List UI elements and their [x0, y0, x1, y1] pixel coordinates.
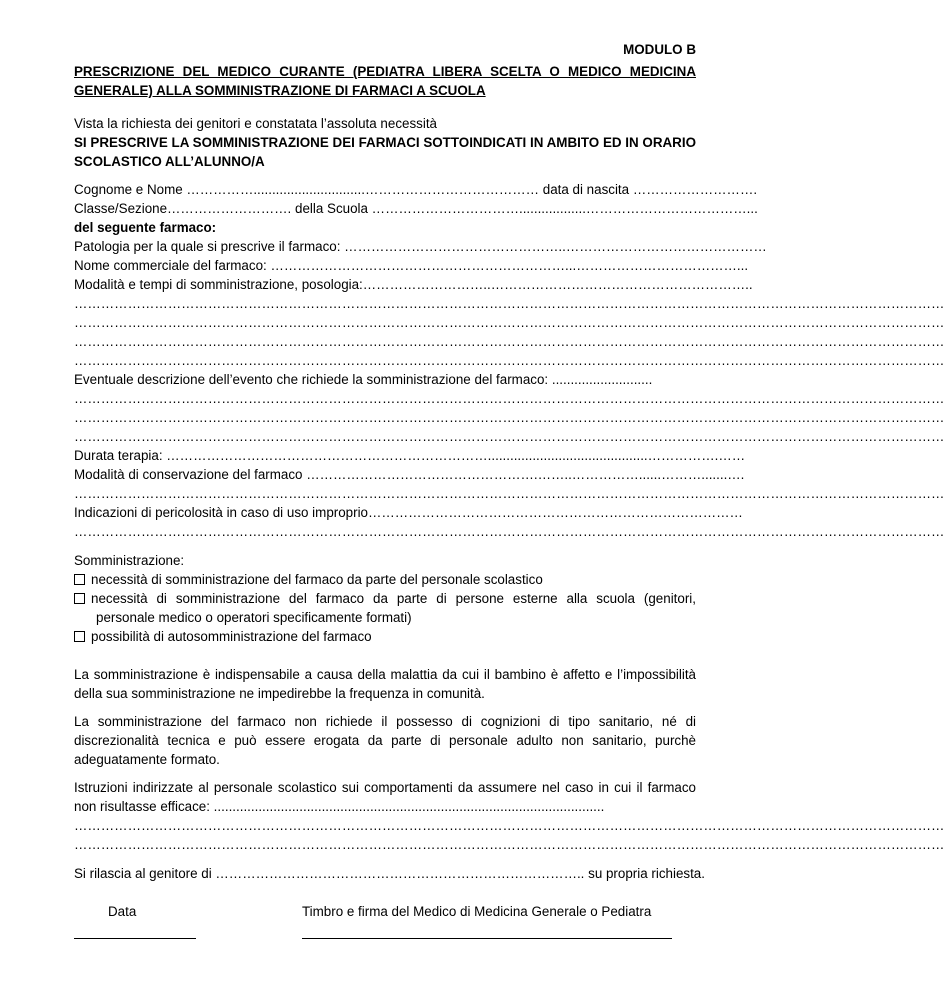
dotted-line: …………………………………………………………………………………………………………………………………………………………………………… — [74, 818, 944, 833]
nome-commerciale-field: Nome commerciale del farmaco: …………………………………………………………...………………………………... — [74, 258, 749, 273]
paragraph-istruzioni: Istruzioni indirizzate al personale scolastico sui comportamenti da assumere nel caso in cui il farmaco non risultasse efficace: ......................................................................................................... — [74, 780, 696, 814]
conservazione-field: Modalità di conservazione del farmaco …………………………………………….……..……………......……….......…. — [74, 467, 745, 482]
dotted-line: …………………………………………………………………………………………………………………………………………………………………………… — [74, 353, 944, 368]
intro-text: Vista la richiesta dei genitori e constatata l’assoluta necessità — [74, 116, 437, 131]
option-persone-esterne[interactable]: necessità di somministrazione del farmaco da parte di persone esterne alla scuola (genitori, personale medico o operatori specificamente formati) — [74, 589, 696, 627]
dotted-line: …………………………………………………………………………………………………………………………………………………………………………… — [74, 391, 944, 406]
patologia-field: Patologia per la quale si prescrive il farmaco: …………………………………………..……………………………………… — [74, 239, 767, 254]
firma-label: Timbro e firma del Medico di Medicina Generale o Pediatra — [302, 904, 652, 919]
dotted-line: …………………………………………………………………………………………………………………………………………………………………………… — [74, 334, 944, 349]
checkbox-icon[interactable] — [74, 574, 85, 585]
dotted-line: …………………………………………………………………………………………………………………………………………………………………………… — [74, 296, 944, 311]
classe-field: Classe/Sezione………………………. della Scuola ……………………………..................………………………………... — [74, 201, 758, 216]
paragraph-indispensabile: La somministrazione è indispensabile a causa della malattia da cui il bambino è affetto e l’impossibilità della sua somministrazione ne impedirebbe la frequenza in comunità. — [74, 667, 696, 701]
option-personale-scolastico[interactable]: necessità di somministrazione del farmaco da parte del personale scolastico — [74, 570, 696, 589]
document-title: PRESCRIZIONE DEL MEDICO CURANTE (PEDIATRA LIBERA SCELTA O MEDICO MEDICINA GENERALE) ALLA SOMMINISTRAZIONE DI FARMACI A SCUOLA — [74, 64, 696, 98]
pericolosita-field: Indicazioni di pericolosità in caso di uso improprio………………………………………………………………………… — [74, 505, 743, 520]
checkbox-icon[interactable] — [74, 593, 85, 604]
cognome-field: Cognome e Nome ……………..............................………………………………… data di nascita ………………………. — [74, 182, 758, 197]
rilascio-statement: Si rilascia al genitore di ……………………………………………………………………….. su propria richiesta. — [74, 866, 705, 881]
date-signature-line[interactable] — [74, 938, 196, 939]
farmaco-heading: del seguente farmaco: — [74, 220, 217, 235]
option-autosomministrazione[interactable]: possibilità di autosomministrazione del farmaco — [74, 627, 696, 646]
dotted-line: …………………………………………………………………………………………………………………………………………………………………………… — [74, 315, 944, 330]
somministrazione-label: Somministrazione: — [74, 553, 185, 568]
dotted-line: …………………………………………………………………………………………………………………………………………………………………………… — [74, 837, 944, 852]
paragraph-cognizioni: La somministrazione del farmaco non richiede il possesso di cognizioni di tipo sanitario, né di discrezionalità tecnica e può essere erogata da parte di personale adulto non sanitario, purchè adeguatamente formato. — [74, 714, 696, 767]
prescription-statement: SI PRESCRIVE LA SOMMINISTRAZIONE DEI FARMACI SOTTOINDICATI IN AMBITO ED IN ORARIO SCOLASTICO ALL’ALUNNO/A — [74, 135, 696, 169]
evento-field: Eventuale descrizione dell’evento che richiede la somministrazione del farmaco: ........................... — [74, 372, 653, 387]
checkbox-icon[interactable] — [74, 631, 85, 642]
form-code: MODULO B — [623, 42, 696, 57]
doctor-signature-line[interactable] — [302, 938, 672, 939]
dotted-line: …………………………………………………………………………………………………………………………………………………………………………… — [74, 429, 944, 444]
modalita-field: Modalità e tempi di somministrazione, posologia:………………………..………………………………………………….. — [74, 277, 753, 292]
durata-field: Durata terapia: ………………………………………………………………...........................................…………….…… — [74, 448, 746, 463]
dotted-line: …………………………………………………………………………………………………………………………………………………………………………… — [74, 524, 944, 539]
data-label: Data — [108, 904, 137, 919]
dotted-line: …………………………………………………………………………………………………………………………………………………………………………… — [74, 486, 944, 501]
dotted-line: …………………………………………………………………………………………………………………………………………………………………………… — [74, 410, 944, 425]
